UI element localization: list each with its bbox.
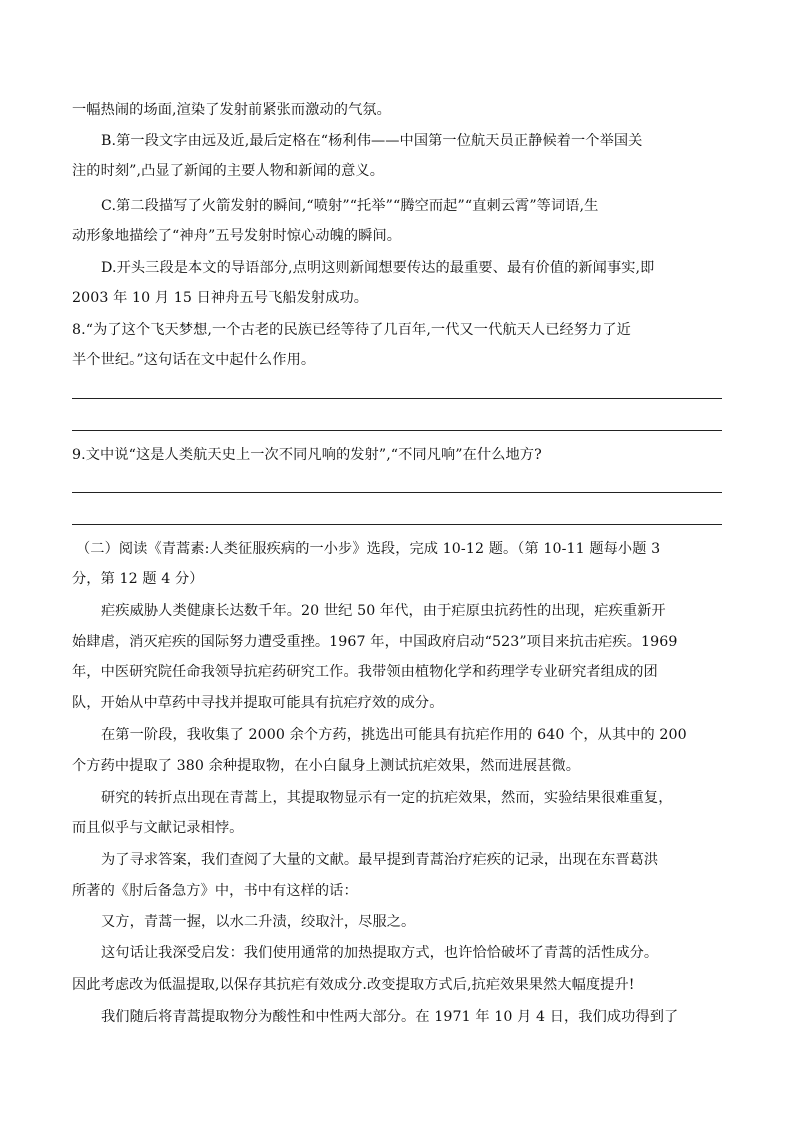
paragraph-line: 因此考虑改为低温提取,以保存其抗疟有效成分.改变提取方式后,抗疟效果果然大幅度提升! [72,977,635,993]
paragraph-line: 在第一阶段，我收集了 2000 余个方药，挑选出可能具有抗疟作用的 640 个，从其中的 200 [101,727,687,743]
paragraph-line: 为了寻求答案，我们查阅了大量的文献。最早提到青蒿治疗疟疾的记录，出现在东晋葛洪 [101,852,659,868]
paragraph-line: 个方药中提取了 380 余种提取物，在小白鼠身上测试抗疟效果，然而进展甚微。 [72,758,581,774]
option-b-line: B.第一段文字由远及近,最后定格在“杨利伟——中国第一位航天员正静候着一个举国关 [101,133,643,149]
text-line: 注的时刻”,凸显了新闻的主要人物和新闻的意义。 [72,163,385,179]
quotation-line: 又方，青蒿一握，以水二升渍，绞取汁，尽服之。 [101,914,416,930]
paragraph-line: 疟疾威胁人类健康长达数千年。20 世纪 50 年代，由于疟原虫抗药性的出现，疟疾重新开 [101,603,666,619]
answer-line[interactable] [72,398,722,399]
answer-line[interactable] [72,524,722,525]
paragraph-line: 研究的转折点出现在青蒿上，其提取物显示有一定的抗疟效果，然而，实验结果很难重复， [101,790,673,806]
paragraph-line: 这句话让我深受启发：我们使用通常的加热提取方式，也许恰恰破坏了青蒿的活性成分。 [101,945,659,961]
section-heading: （二）阅读《青蒿素:人类征服疾病的一小步》选段，完成 10-12 题。（第 10-11 题每小题 3 [76,541,661,557]
question-8: 8.“为了这个飞天梦想,一个古老的民族已经等待了几百年,一代又一代航天人已经努力了近 [72,322,631,338]
question-9: 9.文中说“这是人类航天史上一次不同凡响的发射”,“不同凡响”在什么地方? [72,447,542,463]
paragraph-line: 我们随后将青蒿提取物分为酸性和中性两大部分。在 1971 年 10 月 4 日，我们成功得到了 [101,1009,679,1025]
text-line: 2003 年 10 月 15 日神舟五号飞船发射成功。 [72,290,369,306]
answer-line[interactable] [72,492,722,493]
answer-line[interactable] [72,430,722,431]
text-line: 半个世纪。”这句话在文中起什么作用。 [72,352,316,368]
paragraph-line: 始肆虐，消灭疟疾的国际努力遭受重挫。1967 年，中国政府启动“523”项目来抗击疟疾。1969 [72,634,678,650]
text-line: 动形象地描绘了“神舟”五号发射时惊心动魄的瞬间。 [72,228,402,244]
option-d-line: D.开头三段是本文的导语部分,点明这则新闻想要传达的最重要、最有价值的新闻事实,即 [101,260,655,276]
text-line: 分，第 12 题 4 分） [72,571,204,587]
paragraph-line: 所著的《肘后备急方》中，书中有这样的话： [72,883,358,899]
paragraph-line: 年，中医研究院任命我领导抗疟药研究工作。我带领由植物化学和药理学专业研究者组成的团 [72,664,658,680]
paragraph-line: 队，开始从中草药中寻找并提取可能具有抗疟疗效的成分。 [72,695,444,711]
option-c-line: C.第二段描写了火箭发射的瞬间,“喷射”“托举”“腾空而起”“直刺云霄”等词语,生 [101,198,599,214]
paragraph-line: 而且似乎与文献记录相悖。 [72,820,244,836]
text-line: 一幅热闹的场面,渲染了发射前紧张而激动的气氛。 [72,102,391,118]
